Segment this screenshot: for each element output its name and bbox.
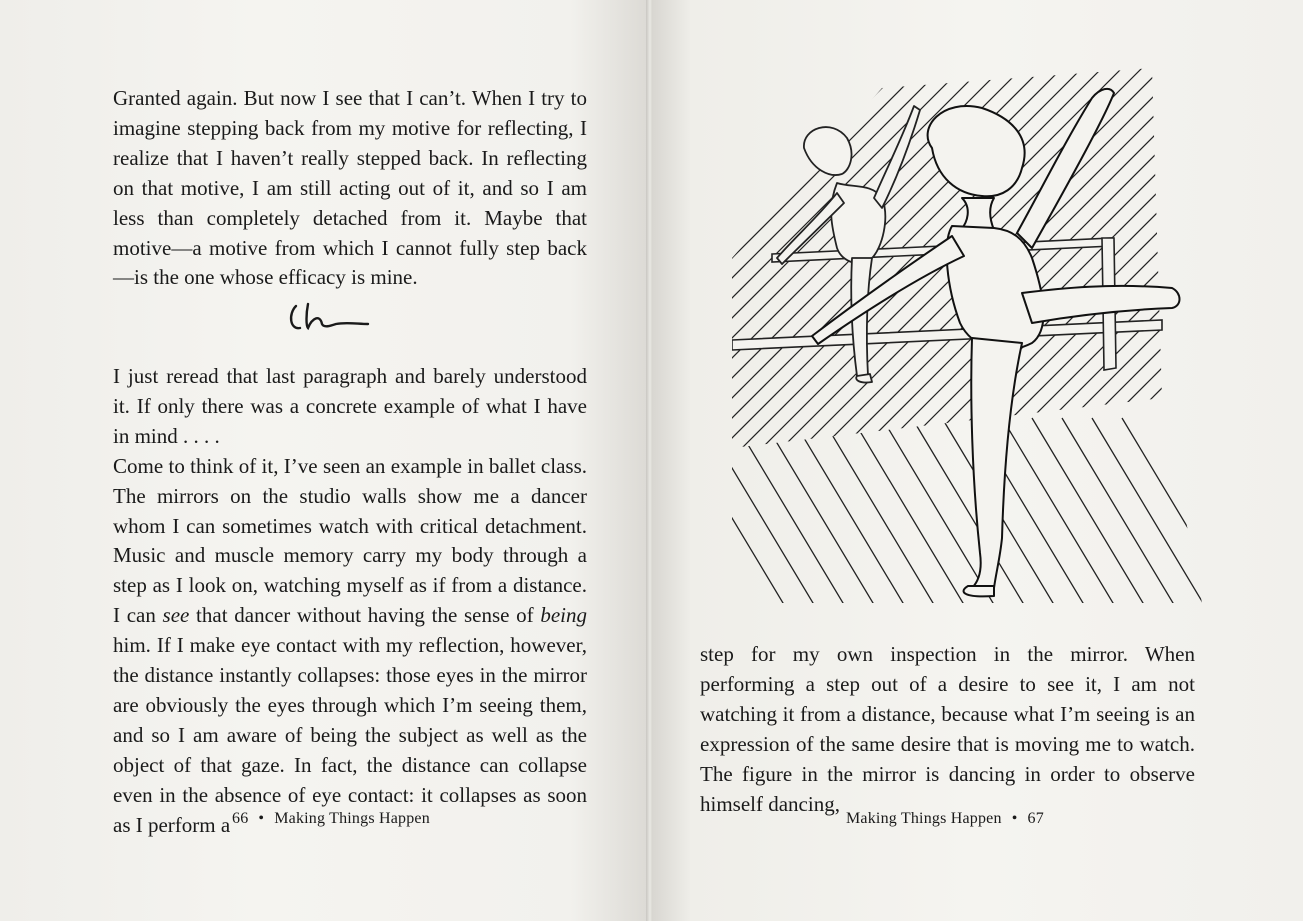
paragraph-3-part-a: Come to think of it, I’ve seen an example in ballet class. The mirrors on the studio walls show me a dancer whom I can sometimes watch with critical detachment. Music and muscle memory carry my body through a step as I look on, watching myself as if from a distance. I can: [113, 453, 587, 628]
page-number: 67: [1027, 810, 1044, 827]
paragraph-3: [113, 452, 587, 841]
right-page: [652, 0, 1303, 921]
left-text-block-top: [113, 84, 587, 293]
running-head: Making Things Happen: [846, 810, 1002, 827]
paragraph-2: I just reread that last paragraph and barely understood it. If only there was a concrete example of what I have in mind . . . .: [113, 364, 587, 448]
page-number: 66: [232, 810, 249, 827]
left-folio: [232, 810, 430, 828]
folio-bullet: •: [258, 810, 265, 827]
emphasis-see: see: [162, 603, 190, 628]
ballet-illustration: [732, 58, 1252, 603]
right-folio: [846, 810, 1044, 828]
paragraph-3-part-c: him. If I make eye contact with my reflection, however, the distance instantly collapses: those eyes in the mirror are obviously the eyes through which I’m seeing them, and so I am aware of being the subject as well as the object of that gaze. In fact, the distance can collapse even in the absence of eye contact: it collapses as soon as I perform a: [113, 633, 587, 837]
left-text-block-bottom: [113, 362, 587, 841]
paragraph-3-part-b: that dancer without having the sense of: [189, 603, 541, 628]
left-page: [0, 0, 648, 921]
paragraph-continued: step for my own inspection in the mirror. When performing a step out of a desire to see it, I am not watching it from a distance, because what I’m seeing is an expression of the same desire that is moving me to watch. The figure in the mirror is dancing in order to observe himself dancing,: [700, 642, 1195, 816]
emphasis-being: being: [540, 603, 587, 628]
right-text-block: [700, 640, 1195, 819]
paragraph-1: Granted again. But now I see that I can’t. When I try to imagine stepping back from my motive for reflecting, I realize that I haven’t really stepped back. In reflecting on that motive, I am still acting out of it, and so I am less than completely detached from it. Maybe that motive—a motive from which I cannot fully step back—is the one whose efficacy is mine.: [113, 86, 587, 290]
running-head: Making Things Happen: [274, 810, 430, 827]
folio-bullet: •: [1011, 810, 1018, 827]
handwritten-signature: [284, 296, 374, 336]
